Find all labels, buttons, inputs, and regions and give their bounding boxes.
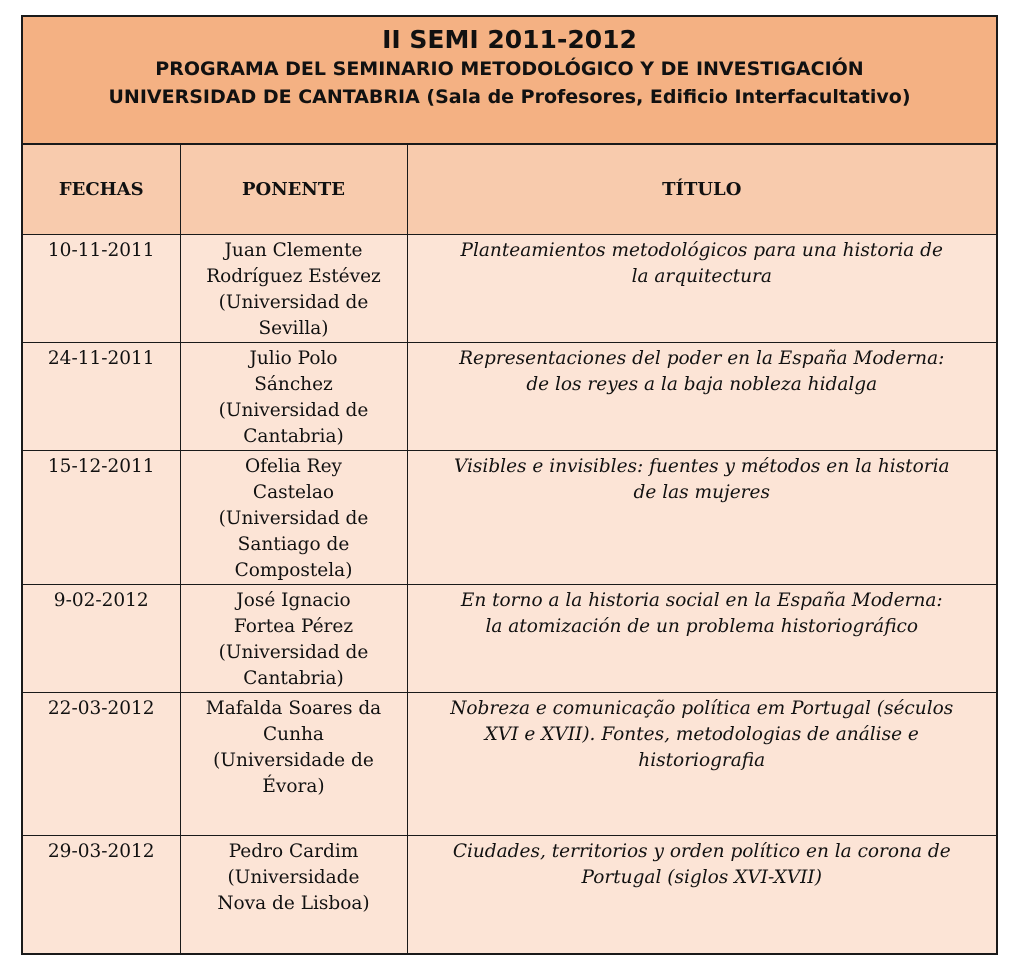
speaker-line: José Ignacio — [236, 590, 351, 611]
column-header-ponente: PONENTE — [180, 145, 407, 235]
program-header — [23, 17, 996, 145]
title-line: Representaciones del poder en la España Moderna: — [459, 348, 945, 369]
date-cell: 9-02-2012 — [23, 585, 180, 693]
speaker-line: (Universidad de — [218, 292, 369, 313]
date-cell: 15-12-2011 — [23, 451, 180, 585]
title-cell — [407, 585, 996, 693]
speaker-line: (Universidade de — [213, 750, 374, 771]
column-header-fechas: FECHAS — [23, 145, 180, 235]
table-row — [23, 343, 996, 451]
date-cell: 10-11-2011 — [23, 235, 180, 343]
speaker-line: (Universidade — [227, 867, 360, 888]
speaker-line: Cantabria) — [243, 668, 344, 689]
title-line: Visibles e invisibles: fuentes y métodos en la historia — [453, 456, 950, 477]
speaker-cell — [180, 235, 407, 343]
speaker-line: Cantabria) — [243, 426, 344, 447]
column-header-titulo: TÍTULO — [407, 145, 996, 235]
speaker-cell — [180, 585, 407, 693]
title-cell — [407, 343, 996, 451]
speaker-cell — [180, 343, 407, 451]
speaker-line: Juan Clemente — [224, 240, 363, 261]
title-cell — [407, 836, 996, 953]
program-location: UNIVERSIDAD DE CANTABRIA (Sala de Profesores, Edificio Interfacultativo) — [108, 86, 911, 108]
title-line: la arquitectura — [631, 266, 772, 287]
program-subtitle: PROGRAMA DEL SEMINARIO METODOLÓGICO Y DE INVESTIGACIÓN — [155, 58, 864, 80]
speaker-line: (Universidad de — [218, 508, 369, 529]
title-cell — [407, 235, 996, 343]
speaker-line: Fortea Pérez — [233, 616, 354, 637]
table-row — [23, 836, 996, 953]
speaker-line: Sánchez — [254, 374, 333, 395]
title-line: Nobreza e comunicação política em Portugal (séculos — [450, 698, 954, 719]
speaker-line: Compostela) — [234, 560, 353, 581]
title-line: de los reyes a la baja nobleza hidalga — [526, 374, 878, 395]
table-header-row — [23, 145, 996, 235]
table-row — [23, 235, 996, 343]
table-row — [23, 451, 996, 585]
date-cell: 22-03-2012 — [23, 693, 180, 836]
speaker-line: Mafalda Soares da — [205, 698, 382, 719]
title-line: Planteamientos metodológicos para una historia de — [460, 240, 943, 261]
date-cell: 29-03-2012 — [23, 836, 180, 953]
title-line: la atomización de un problema historiográfico — [485, 616, 919, 637]
speaker-line: Sevilla) — [258, 318, 329, 339]
title-line: de las mujeres — [633, 482, 770, 503]
speaker-cell — [180, 836, 407, 953]
speaker-line: Santiago de — [237, 534, 350, 555]
speaker-cell — [180, 693, 407, 836]
program-title: II SEMI 2011-2012 — [382, 25, 637, 54]
title-line: En torno a la historia social en la España Moderna: — [460, 590, 943, 611]
table-row — [23, 693, 996, 836]
speaker-line: Ofelia Rey — [244, 456, 343, 477]
title-line: Ciudades, territorios y orden político en la corona de — [452, 841, 951, 862]
speaker-line: (Universidad de — [218, 642, 369, 663]
speaker-line: (Universidad de — [218, 400, 369, 421]
speaker-line: Cunha — [263, 724, 324, 745]
seminar-program-document — [21, 15, 998, 955]
title-line: XVI e XVII). Fontes, metodologias de análise e — [484, 724, 919, 745]
speaker-cell — [180, 451, 407, 585]
speaker-line: Évora) — [262, 776, 325, 797]
date-cell: 24-11-2011 — [23, 343, 180, 451]
table-row — [23, 585, 996, 693]
speaker-line: Castelao — [252, 482, 335, 503]
program-table — [23, 145, 996, 953]
title-line: historiografia — [638, 750, 766, 771]
title-cell — [407, 693, 996, 836]
speaker-line: Julio Polo — [249, 348, 338, 369]
speaker-line: Pedro Cardim — [228, 841, 359, 862]
title-cell — [407, 451, 996, 585]
speaker-line: Nova de Lisboa) — [217, 893, 370, 914]
title-line: Portugal (siglos XVI-XVII) — [581, 867, 822, 888]
speaker-line: Rodríguez Estévez — [206, 266, 381, 287]
